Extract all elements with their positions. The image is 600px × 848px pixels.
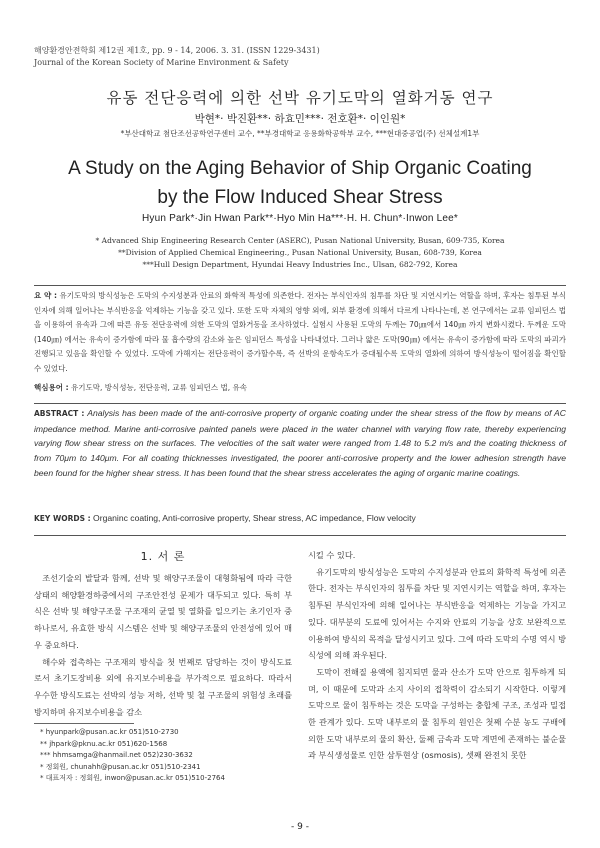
korean-abstract-text: 유기도막의 방식성능은 도막의 수지성분과 안료의 화학적 특성에 의존한다. 전자는 부식인자의 침투를 차단 및 지연시키는 역할을 하며, 후자는 침투된 부식인자에 의해 일어나는 부식반응을 억제하는 기능을 갖고 있다. 또한 도막 자체의 영향 외에, 외부 환경에 의해서 다르게 나타나는데, 본 연구에서는 교류 임피던스 법을 이용하여 유속과 그에 따른 유동 전단응력에 의한 도막의 열화거동을 조사하였다. 실험시 사용된 도막의 두께는 70㎛에서 140㎛ 까지 변화시켰다. 두께운 도막(140㎛) 에서는 유속이 증가함에 따라 물 흡수량의 감소와 높은 임피던스 특성을 나타내었다. 그러나 얇은 도막(90㎛) 에서는 유속이 증가함에 따라 도막의 파괴가 진행되고 있음을 확인할 수 있었다. 도막에 가해지는 전단응력이 증가할수록, 즉 선박의 운항속도가 증대될수록 도막의 열화에 의하여 방식성능이 떨어짐을 확인할 수 있었다. [34, 291, 566, 373]
korean-affiliations: *부산대학교 첨단조선공학연구센터 교수, **부경대학교 응용화학공학부 교수, ***현대중공업(주) 선체설계1부 [120, 129, 480, 138]
keywords [34, 513, 566, 523]
continued-text: 시킬 수 있다. [308, 550, 356, 560]
korean-abstract [34, 289, 566, 376]
intro-paragraph-2: 해수와 접촉하는 구조재의 방식을 첫 번째로 담당하는 것이 방식도료로서 초기도장비용 외에 유지보수비용을 부가적으로 필요하다. 따라서 우수한 방식도료는 선박의 성능 저하, 선박 및 철 구조물의 위험성 초래를 방지하며 유지보수비용을 감소 [34, 656, 292, 717]
left-column [34, 570, 292, 720]
footnote-item: ** jhpark@pknu.ac.kr 051)620-1568 [40, 739, 168, 748]
right-column [308, 547, 566, 764]
journal-name: Journal of the Korean Society of Marine Environment & Safety [34, 58, 289, 67]
abstract-text: Analysis has been made of the anti-corrosive property of organic coating under the shear stress of the flow by means of AC impedance method. Marine anti-corrosive painted panels were placed in the water channel with varying flow rate, thereby experiencing varying flow shear stress on the surfaces. The velocities of the salt water were ranged from 1.48 to 5.2 m/s and the coating thickness of from 70μm to 140μm. For all coating thicknesses investigated, the poorer anti-corrosive property and the lower adhesion strength have been found for the higher shear stress. It has been found that the shear stress accelerates the aging of organic marine coatings. [34, 408, 566, 478]
english-title-line1: A Study on the Aging Behavior of Ship Organic Coating [68, 158, 532, 179]
english-affiliations [0, 235, 600, 271]
english-abstract [34, 406, 566, 481]
english-title-line2: by the Flow Induced Shear Stress [157, 187, 443, 208]
affiliation-3: ***Hull Design Department, Hyundai Heavy Industries Inc., Ulsan, 682-792, Korea [142, 260, 458, 269]
footnote-item: * hyunpark@pusan.ac.kr 051)510-2730 [40, 728, 179, 736]
korean-abstract-label: 요 약 : [34, 291, 57, 300]
intro-paragraph-4: 도막이 전해질 용액에 침지되면 물과 산소가 도막 안으로 침투하게 되며, 이 때문에 도막과 소지 사이의 접착력이 감소되기 시작한다. 이렇게 도막으로 물이 침투하는 것은 도막을 구성하는 충합체 구조, 조성과 밀접한 관계가 있다. 도막 내부로의 물 침투의 원인은 첫째 수분 농도 구배에 의한 도막 내부로의 물의 확산, 둘째 금속과 도막 계면에 존재하는 불순물과 부식생성물로 인한 삼투현상 (osmosis), 셋째 완전치 못한 [308, 666, 566, 761]
abstract-label: ABSTRACT : [34, 409, 85, 418]
korean-keywords-text: 유기도막, 방식성능, 전단응력, 교류 임피던스 법, 유속 [70, 383, 247, 392]
korean-title: 유동 전단응력에 의한 선박 유기도막의 열화거동 연구 [106, 89, 494, 107]
journal-header [34, 45, 320, 69]
keywords-label: KEY WORDS : [34, 514, 91, 523]
footnote-item: * 정회원, chunahh@pusan.ac.kr 051)510-2341 [40, 762, 201, 771]
divider-bottom [34, 535, 566, 536]
section-heading: 1. 서 론 [140, 550, 186, 563]
keywords-text: Organinc coating, Anti-corrosive property, Shear stress, AC impedance, Flow velocity [93, 513, 416, 523]
korean-keywords [34, 381, 566, 396]
footnotes [40, 727, 292, 785]
affiliation-2: **Division of Applied Chemical Engineering., Pusan National University, Busan, 608-739, Korea [118, 248, 482, 257]
intro-paragraph-3: 유기도막의 방식성능은 도막의 수지성분과 안료의 화학적 특성에 의존한다. 전자는 부식인자의 침투를 차단 및 지연시키는 역할을 하며, 후자는 침투된 부식인자에 의해 일어나는 부식반응을 억제하는 기능을 가지고 있다. 대부분의 도료에 있어서는 수지와 안료의 기능을 상호 보완적으로 이용하여 방식의 목적을 달성시키고 있다. 그에 따라 도막의 수명 역시 방식성에 의해 좌우된다. [308, 566, 566, 661]
divider-top [34, 285, 566, 286]
korean-authors: 박현*· 박진환**· 하효민***· 전호환*· 이인원* [194, 113, 406, 125]
journal-citation: 해양환경안전학회 제12권 제1호, pp. 9 - 14, 2006. 3. 31. (ISSN 1229-3431) [34, 46, 320, 55]
footnote-item: *** hhmsamga@hanmail.net 052)230-3632 [40, 751, 193, 759]
footnote-item: * 대표저자 : 정회원, inwon@pusan.ac.kr 051)510-2764 [40, 774, 225, 782]
korean-keywords-label: 핵심용어 : [34, 383, 69, 392]
intro-paragraph-1: 조선기술의 발달과 함께, 선박 및 해양구조물이 대형화됨에 따라 극한 상태의 해양환경하중에서의 구조안전성 문제가 대두되고 있다. 특히 부식은 선박 및 해양구조물 구조재의 균열 및 열화를 일으키는 초기인자 중 하나로서, 유효한 방식 시스템은 선박 및 해양구조물의 안전성에 있어 매우 중요하다. [34, 573, 292, 650]
english-title [0, 154, 600, 212]
divider-mid [34, 403, 566, 404]
page-number: - 9 - [291, 822, 309, 832]
footnote-rule [34, 723, 134, 724]
affiliation-1: * Advanced Ship Engineering Research Center (ASERC), Pusan National University, Busan, 609-735, Korea [95, 236, 505, 245]
english-authors: Hyun Park*·Jin Hwan Park**·Hyo Min Ha***·H. H. Chun*·Inwon Lee* [141, 213, 459, 224]
